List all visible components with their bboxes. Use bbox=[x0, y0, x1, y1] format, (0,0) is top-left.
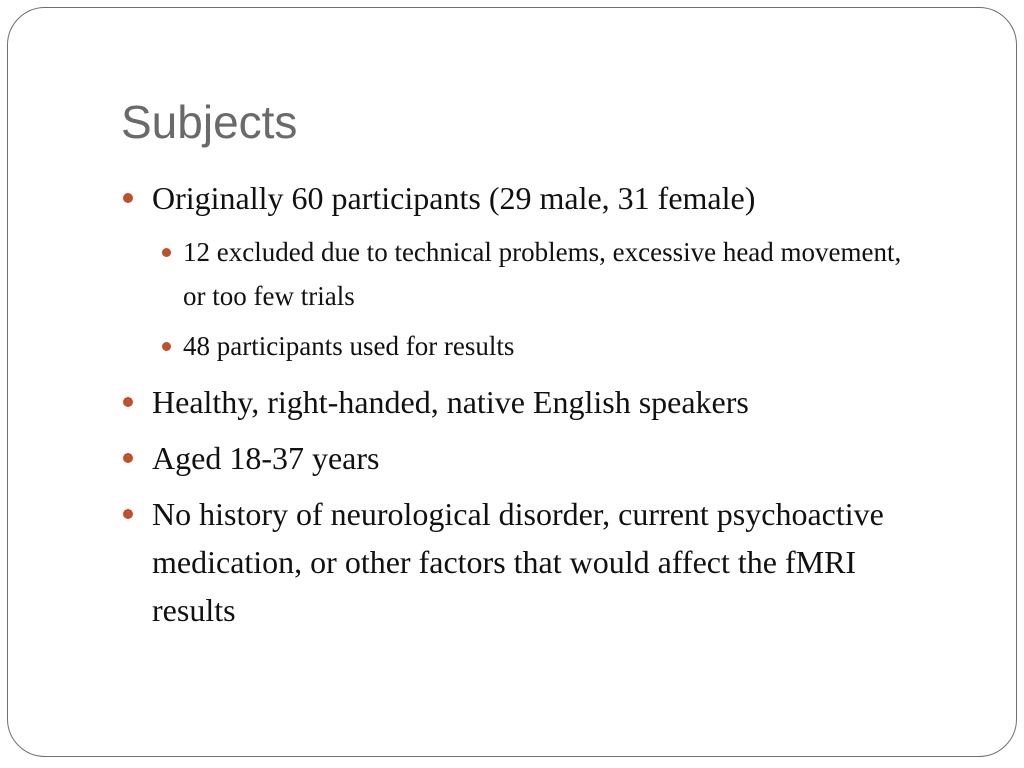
bullet-dot-icon bbox=[162, 342, 171, 351]
bullet-list bbox=[121, 174, 921, 642]
bullet-dot-icon bbox=[123, 509, 133, 519]
sub-bullet-text: 12 excluded due to technical problems, excessive head movement, or too few trials bbox=[183, 237, 902, 311]
bullet-dot-icon bbox=[123, 193, 133, 203]
sub-bullet-item bbox=[121, 230, 921, 318]
bullet-dot-icon bbox=[123, 397, 133, 407]
bullet-text: No history of neurological disorder, current psychoactive medication, or other factors that would affect the fMRI results bbox=[152, 496, 884, 628]
bullet-item bbox=[121, 174, 921, 222]
bullet-item bbox=[121, 490, 921, 634]
bullet-text: Aged 18-37 years bbox=[152, 440, 380, 476]
slide-title: Subjects bbox=[121, 96, 298, 148]
bullet-dot-icon bbox=[162, 248, 171, 257]
sub-bullet-text: 48 participants used for results bbox=[183, 331, 515, 361]
bullet-item bbox=[121, 434, 921, 482]
slide bbox=[7, 7, 1017, 757]
sub-bullet-item bbox=[121, 324, 921, 368]
bullet-dot-icon bbox=[123, 453, 133, 463]
bullet-text: Healthy, right-handed, native English speakers bbox=[152, 384, 749, 420]
bullet-item bbox=[121, 378, 921, 426]
bullet-text: Originally 60 participants (29 male, 31 female) bbox=[152, 180, 756, 216]
